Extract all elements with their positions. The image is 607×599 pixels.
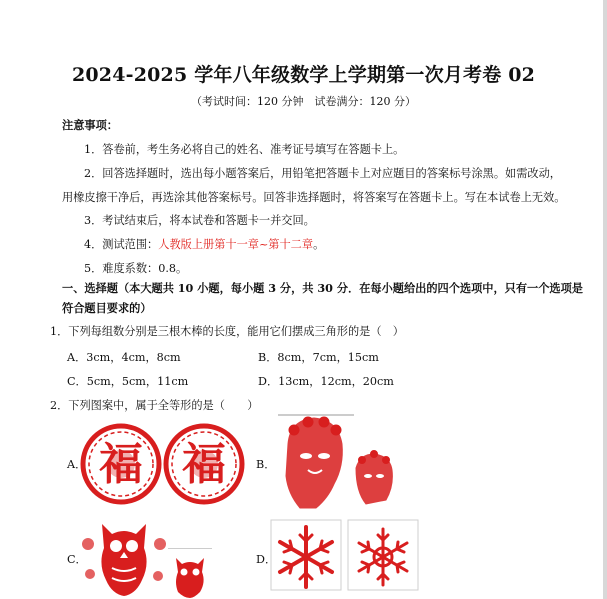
test-range: 人教版上册第十一章~第十二章 (158, 238, 314, 251)
fu-paper-cut-icon (80, 421, 246, 507)
notice-heading: 注意事项： (62, 118, 118, 132)
notice-4-suffix: 。 (313, 238, 325, 251)
exam-meta: （考试时间：120 分钟 试卷满分：120 分） (191, 95, 416, 108)
notice-1: 1．答卷前，考生务必将自己的姓名、准考证号填写在答题卡上。 (84, 143, 405, 156)
notice-4 (84, 236, 324, 252)
notice-4-prefix: 4．测试范围： (84, 238, 159, 251)
q1-option-c: C．5cm，5cm，11cm (67, 375, 189, 388)
q2-option-b-label: B． (256, 458, 276, 471)
q2-option-c-label: C． (67, 553, 87, 566)
notice-3: 3．考试结束后，将本试卷和答题卡一并交回。 (84, 214, 315, 227)
notice-5: 5．难度系数：0.8。 (84, 262, 188, 275)
scroll-edge (603, 0, 607, 599)
opera-mask-paper-cut-icon (270, 414, 410, 512)
page-title: 2024-2025 学年八年级数学上学期第一次月考卷 02 (71, 64, 536, 86)
notice-2-line2: 用橡皮擦干净后，再选涂其他答案标号。回答非选择题时，将答案写在答题卡上。写在本试卷上无效。 (62, 191, 566, 204)
snowflake-icon (270, 519, 420, 597)
notice-2-line1: 2．回答选择题时，选出每小题答案后，用铅笔把答题卡上对应题目的答案标号涂黑。如需改动， (84, 167, 561, 180)
fu-char-right: 福 (182, 439, 226, 490)
q1-option-b: B．8cm，7cm，15cm (258, 351, 379, 364)
section-heading-line2: 符合题目要求的） (62, 301, 152, 315)
q1-option-d: D．13cm，12cm，20cm (258, 375, 394, 388)
fu-char-left: 福 (99, 439, 143, 490)
owl-paper-cut-icon (80, 514, 212, 599)
question-1-stem: 1．下列每组数分别是三根木棒的长度，能用它们摆成三角形的是（ ） (50, 325, 404, 338)
q2-option-d-label: D． (256, 553, 277, 566)
q1-option-a: A．3cm，4cm，8cm (67, 351, 181, 364)
question-2-stem: 2．下列图案中，属于全等形的是（ ） (50, 399, 259, 412)
section-heading-line1: 一、选择题（本大题共 10 小题，每小题 3 分，共 30 分．在每小题给出的四个选项中，只有一个选项是 (62, 281, 583, 295)
q2-option-a-label: A． (67, 458, 87, 471)
